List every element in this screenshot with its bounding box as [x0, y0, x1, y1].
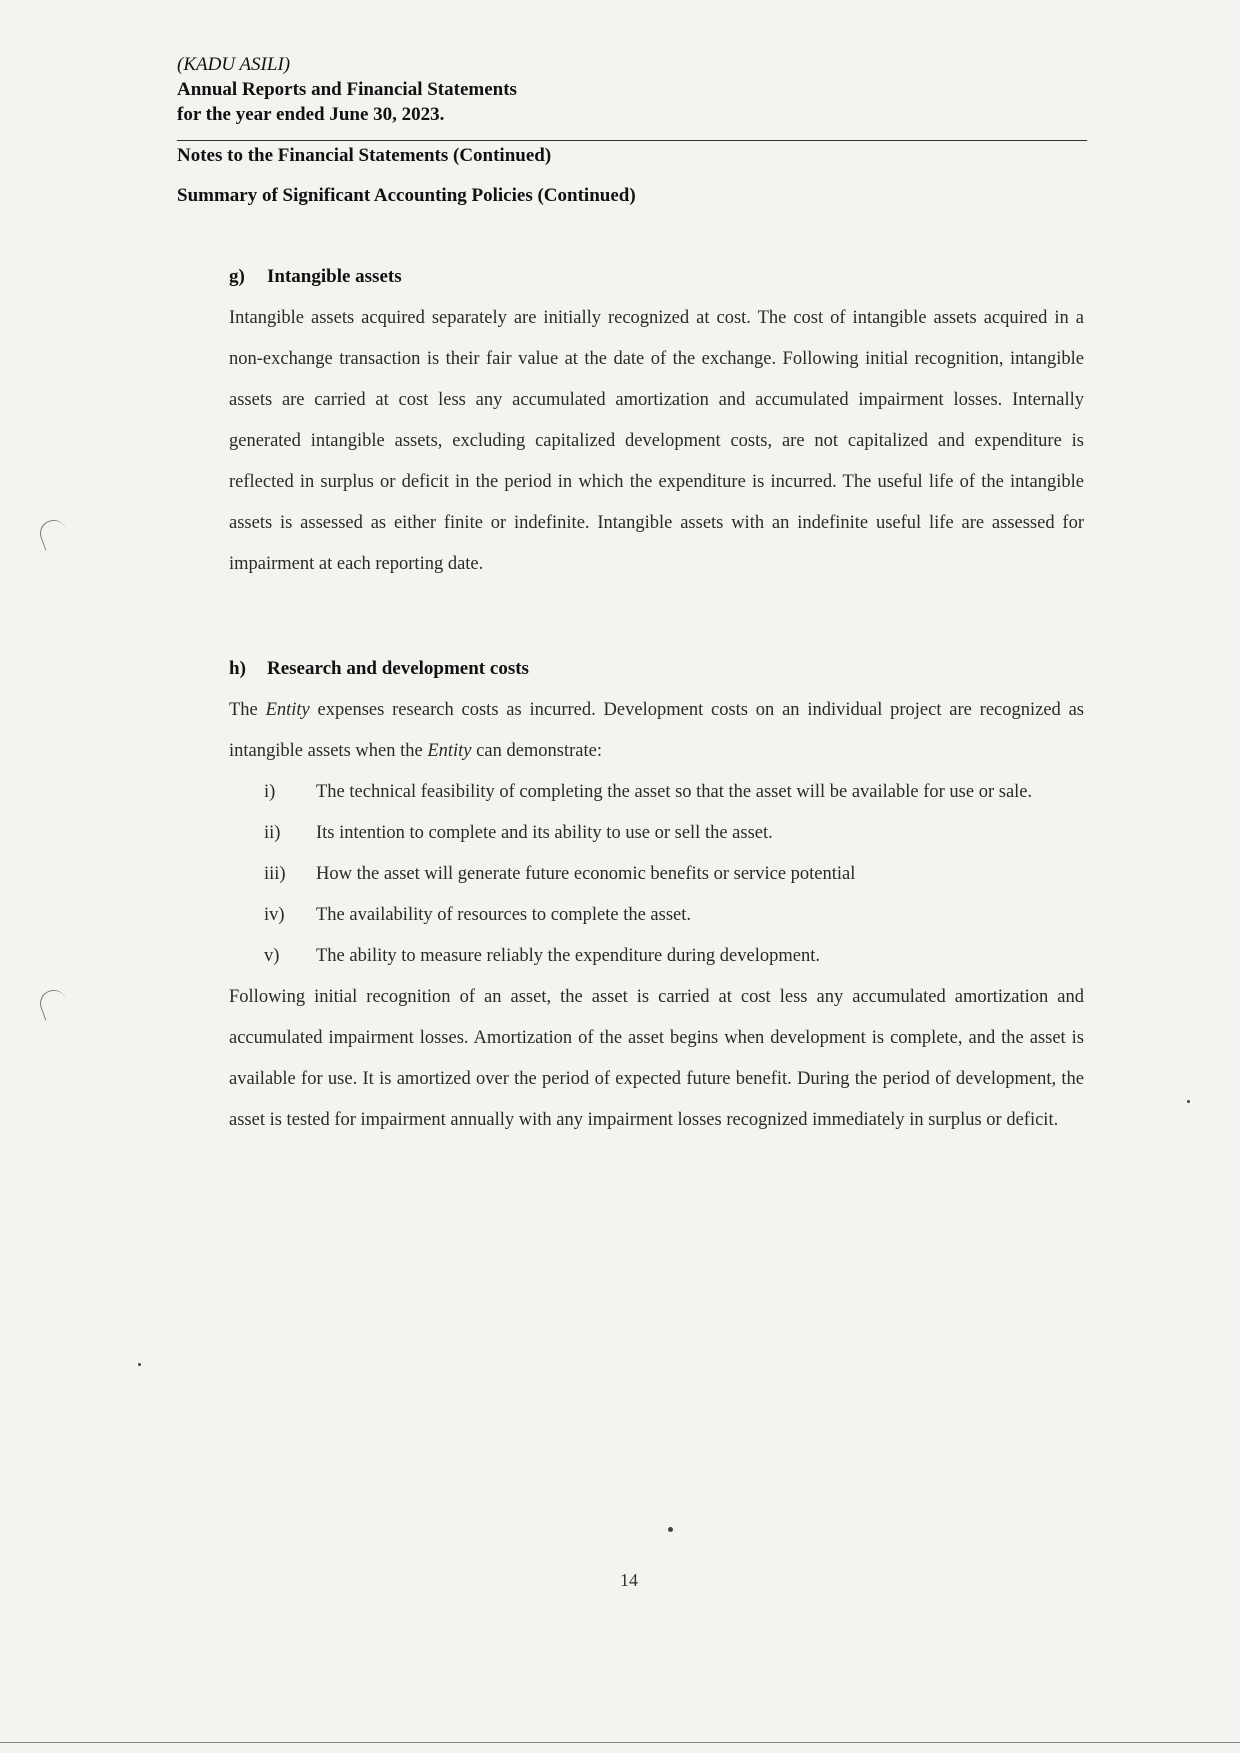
intro-text: can demonstrate:	[471, 741, 602, 761]
list-item	[229, 854, 1084, 895]
scan-edge-line	[0, 1742, 1240, 1743]
document-header	[177, 52, 1087, 127]
list-item-number: v)	[264, 946, 280, 966]
criteria-list	[229, 772, 1084, 977]
list-item-number: i)	[264, 782, 276, 802]
section-closing: Following initial recognition of an asset, the asset is carried at cost less any accumulated amortization and accumulated impairment losses. Amortization of the asset begins when development is complete, and the asset is available for use. It is amortized over the period of expected future benefit. During the period of development, the asset is tested for impairment annually with any impairment losses recognized immediately in surplus or deficit.	[229, 987, 1084, 1130]
section-intangible-assets	[229, 266, 1084, 585]
section-body: Intangible assets acquired separately are initially recognized at cost. The cost of intangible assets acquired in a non-exchange transaction is their fair value at the date of the exchange. Following initial recognition, intangible assets are carried at cost less any accumulated amortization and accumulated impairment losses. Internally generated intangible assets, excluding capitalized development costs, are not capitalized and expenditure is reflected in surplus or deficit in the period in which the expenditure is incurred. The useful life of the intangible assets is assessed as either finite or indefinite. Intangible assets with an indefinite useful life are assessed for impairment at each reporting date.	[229, 308, 1084, 574]
section-title-text: Research and development costs	[267, 658, 529, 679]
scan-mark-icon	[36, 986, 71, 1021]
scan-mark-icon	[36, 516, 71, 551]
list-item-text: The ability to measure reliably the expenditure during development.	[316, 946, 820, 966]
list-item-number: iii)	[264, 864, 286, 884]
list-item-text: The technical feasibility of completing the asset so that the asset will be available for use or sale.	[316, 782, 1033, 802]
summary-heading: Summary of Significant Accounting Policies (Continued)	[177, 185, 636, 206]
scan-speck-icon	[1187, 1100, 1190, 1103]
list-item	[229, 936, 1084, 977]
entity-term: Entity	[427, 741, 472, 761]
list-item-text: The availability of resources to complete the asset.	[316, 905, 692, 925]
scan-speck-icon	[668, 1527, 673, 1532]
intro-text: expenses research costs as incurred. Development costs on an individual project are recognized as intangible assets when the	[229, 700, 1085, 761]
list-item	[229, 895, 1084, 936]
section-letter: h)	[229, 658, 246, 679]
section-title	[229, 658, 1084, 680]
report-title: Annual Reports and Financial Statements	[177, 79, 517, 100]
section-research-development	[229, 658, 1084, 1141]
notes-heading: Notes to the Financial Statements (Continued)	[177, 145, 552, 166]
report-period: for the year ended June 30, 2023.	[177, 104, 445, 125]
intro-text: The	[229, 700, 266, 720]
section-letter: g)	[229, 266, 245, 287]
header-rule	[177, 140, 1087, 141]
entity-name: (KADU ASILI)	[177, 54, 291, 75]
list-item-text: Its intention to complete and its ability to use or sell the asset.	[316, 823, 773, 843]
list-item	[229, 813, 1084, 854]
section-title-text: Intangible assets	[267, 266, 402, 287]
scan-speck-icon	[138, 1363, 141, 1366]
section-intro	[229, 690, 1084, 772]
page-number: 14	[620, 1570, 638, 1590]
entity-term: Entity	[265, 700, 310, 720]
list-item-text: How the asset will generate future economic benefits or service potential	[316, 864, 856, 884]
section-title	[229, 266, 1084, 288]
list-item-number: ii)	[264, 823, 281, 843]
list-item-number: iv)	[264, 905, 285, 925]
list-item	[229, 772, 1084, 813]
